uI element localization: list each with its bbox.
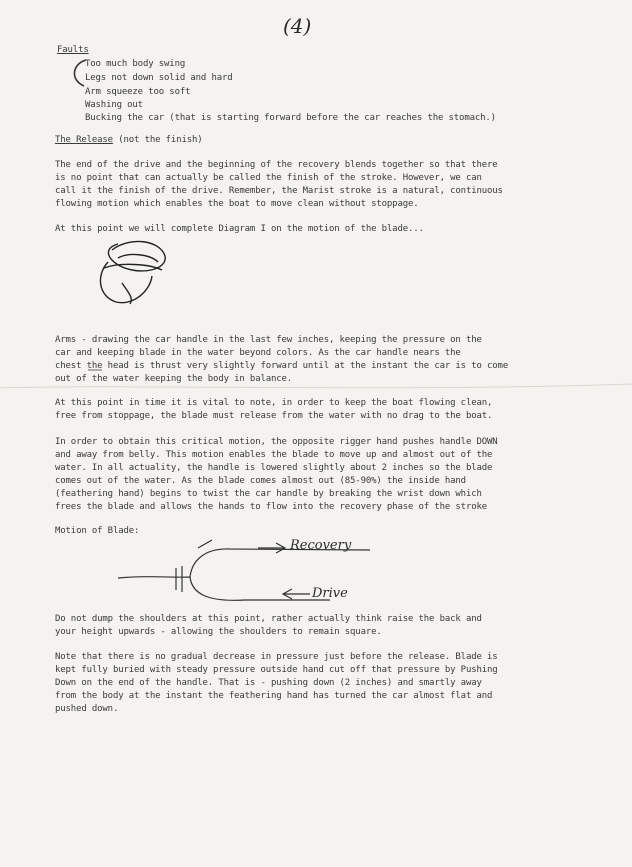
fault-item: Bucking the car (that is starting forward before the car reaches the stomach.) [85, 113, 496, 123]
note-line: kept fully buried with steady pressure outside hand cut off that pressure by Pushing [55, 665, 498, 675]
release-paragraph-line: call it the finish of the drive. Remember, the Marist stroke is a natural, continuous [55, 186, 503, 196]
critical-line: (feathering hand) begins to twist the car handle by breaking the wrist down which [55, 489, 482, 499]
vital-line: At this point in time it is vital to note, in order to keep the boat flowing clean, [55, 398, 493, 408]
arms-line: car and keeping blade in the water beyond colors. As the car handle nears the [55, 348, 461, 358]
release-heading-note: (not the finish) [118, 135, 203, 145]
recovery-label: Recovery [290, 538, 352, 553]
arms-line: out of the water keeping the body in balance. [55, 374, 293, 384]
critical-line: and away from belly. This motion enables the blade to move up and almost out of the [55, 450, 493, 460]
fault-item: Too much body swing [85, 59, 186, 69]
faults-bracket [74, 60, 86, 86]
release-paragraph-line: is no point that can actually be called the finish of the stroke. However, we can [55, 173, 482, 183]
note-line: Down on the end of the handle. That is - pushing down (2 inches) and smartly away [55, 678, 482, 688]
drive-label: Drive [312, 586, 348, 601]
blade-motion-diagram [118, 540, 370, 600]
critical-line: water. In all actuality, the handle is lowered slightly about 2 inches so the blade [55, 463, 493, 473]
note-line: Note that there is no gradual decrease in pressure just before the release. Blade is [55, 652, 498, 662]
release-paragraph-line: flowing motion which enables the boat to move clean without stoppage. [55, 199, 419, 209]
note-line: from the body at the instant the feathering hand has turned the car almost flat and [55, 691, 493, 701]
motion-label: Motion of Blade: [55, 526, 140, 536]
critical-line: comes out of the water. As the blade comes almost out (85-90%) the inside hand [55, 476, 466, 486]
fault-item: Legs not down solid and hard [85, 73, 233, 83]
page-number: (4) [283, 14, 312, 38]
faults-heading: Faults [57, 45, 89, 55]
arms-line: chest the head is thrust very slightly forward until at the instant the car is to come [55, 361, 509, 371]
diagram-intro: At this point we will complete Diagram I on the motion of the blade... [55, 224, 424, 234]
vital-line: free from stoppage, the blade must release from the water with no drag to the boat. [55, 411, 493, 421]
note-line: pushed down. [55, 704, 119, 714]
shoulders-line: your height upwards - allowing the shoulders to remain square. [55, 627, 382, 637]
shoulders-line: Do not dump the shoulders at this point, rather actually think raise the back and [55, 614, 482, 624]
fault-item: Washing out [85, 100, 143, 110]
release-paragraph-line: The end of the drive and the beginning of the recovery blends together so that there [55, 160, 498, 170]
arms-line: Arms - drawing the car handle in the last few inches, keeping the pressure on the [55, 335, 482, 345]
release-heading: The Release [55, 135, 113, 145]
critical-line: In order to obtain this critical motion, the opposite rigger hand pushes handle DOWN [55, 437, 498, 447]
fault-item: Arm squeeze too soft [85, 87, 191, 97]
page-fold [0, 384, 632, 388]
blade-sketch [100, 241, 165, 304]
critical-line: frees the blade and allows the hands to flow into the recovery phase of the stroke [55, 502, 488, 512]
